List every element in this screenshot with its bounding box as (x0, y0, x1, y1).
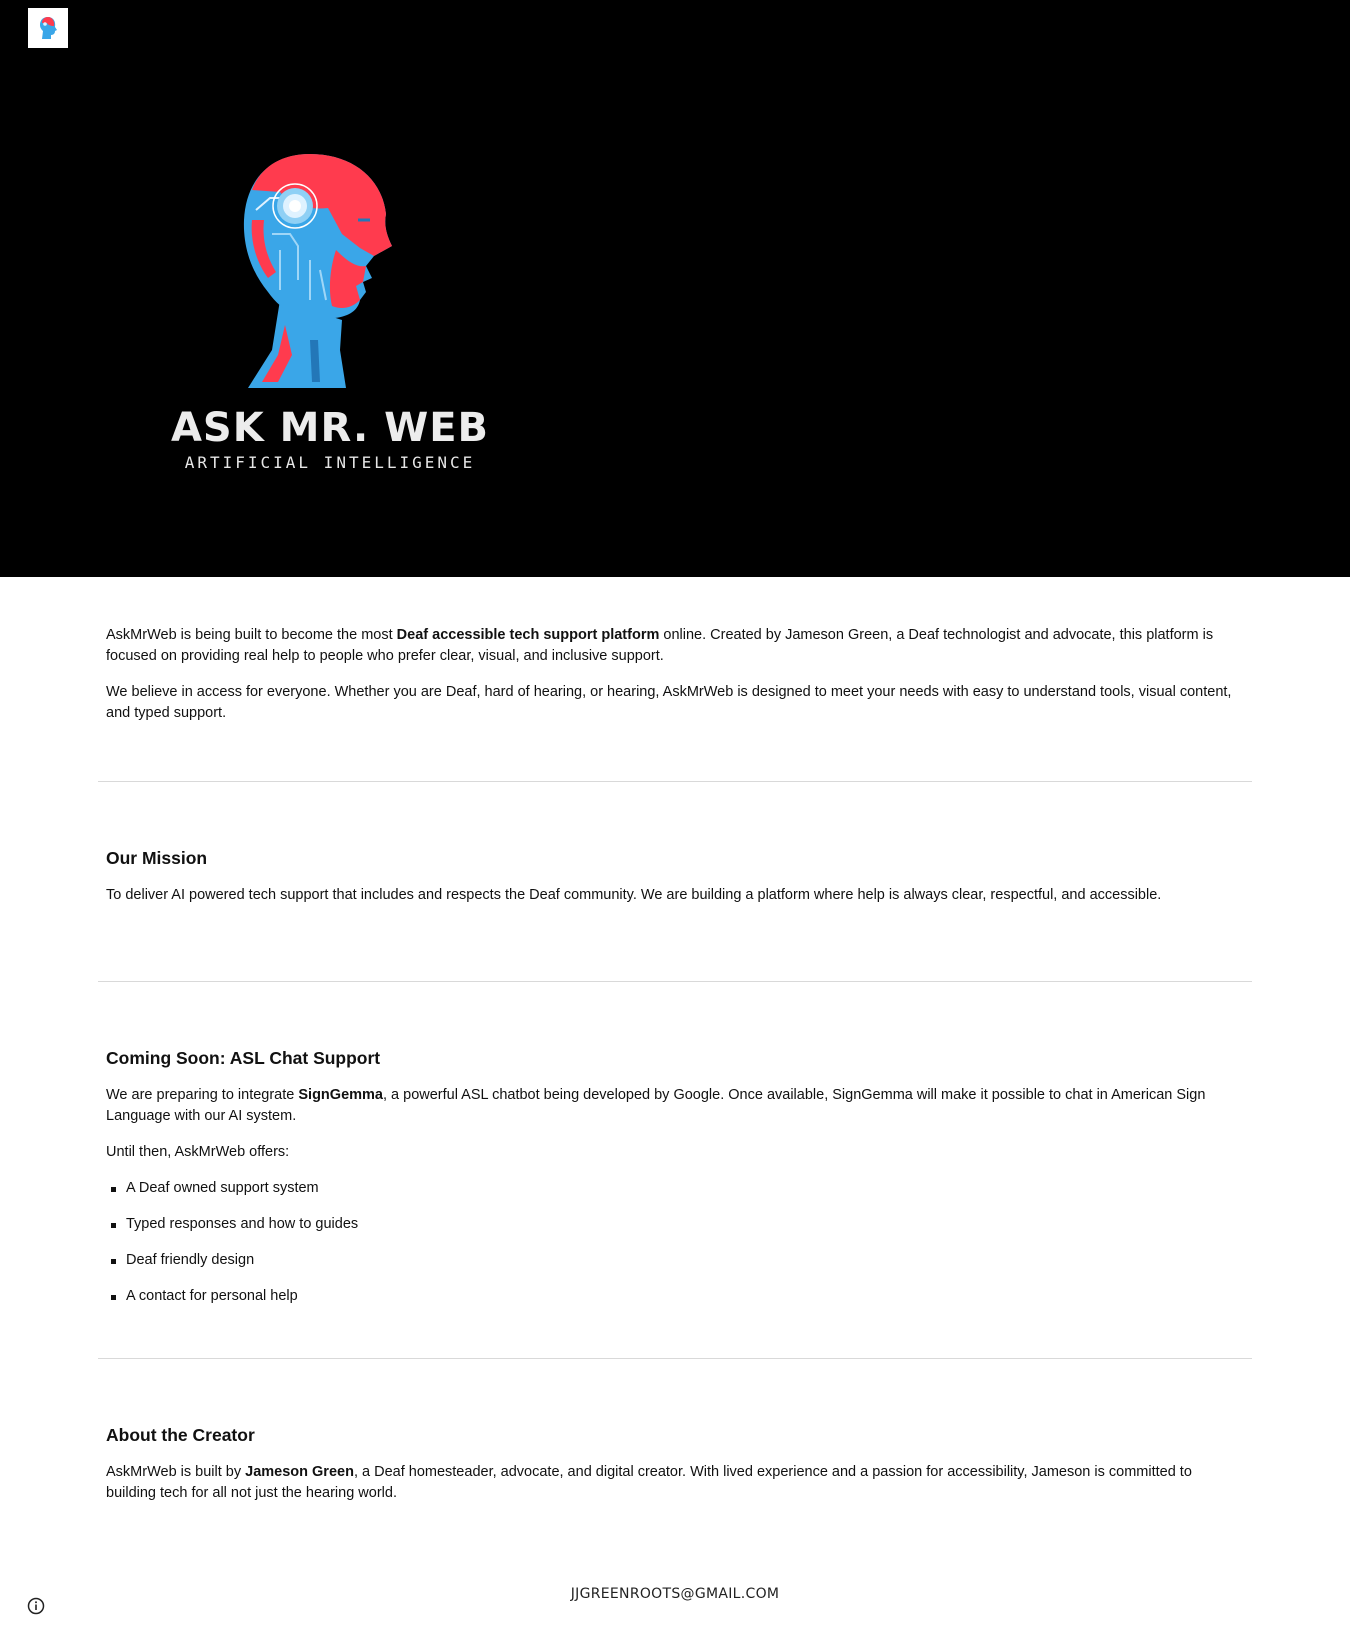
info-icon[interactable] (27, 1597, 45, 1615)
intro-paragraph-2: We believe in access for everyone. Whether you are Deaf, hard of hearing, or hearing, AskMrWeb is designed to meet your needs with easy to understand tools, visual content, and typed support. (106, 684, 1232, 721)
main-content (98, 577, 1252, 1504)
creator-section (98, 1359, 1252, 1504)
site-logo-icon[interactable] (28, 8, 68, 48)
hero-banner (0, 0, 1350, 577)
intro-section (98, 577, 1252, 781)
list-item: Typed responses and how to guides (106, 1214, 1244, 1235)
mission-section (98, 782, 1252, 981)
creator-name: Jameson Green (245, 1464, 354, 1480)
mission-text: To deliver AI powered tech support that includes and respects the Deaf community. We are building a platform where help is always clear, respectful, and accessible. (106, 887, 1162, 903)
list-item: A Deaf owned support system (106, 1178, 1244, 1199)
logo-subtitle: ARTIFICIAL INTELLIGENCE (184, 453, 476, 472)
asl-paragraph-2: Until then, AskMrWeb offers: (106, 1144, 290, 1160)
head-logo-icon (37, 15, 59, 41)
list-item: A contact for personal help (106, 1286, 1244, 1307)
contact-email-link[interactable]: JJGREENROOTS@GMAIL.COM (570, 1586, 780, 1602)
mission-heading: Our Mission (106, 848, 208, 868)
logo-title: ASK MR. WEB (170, 405, 490, 451)
intro-paragraph-1: AskMrWeb is being built to become the most Deaf accessible tech support platform online. Created by Jameson Green, a Deaf technologist and advocate, this platform is focused on providing real help to people who prefer clear, visual, and inclusive support. (106, 627, 1214, 664)
offers-list (106, 1178, 1244, 1307)
asl-heading: Coming Soon: ASL Chat Support (106, 1048, 381, 1068)
intro-highlight: Deaf accessible tech support platform (396, 627, 660, 643)
asl-section (98, 982, 1252, 1358)
signgemma-highlight: SignGemma (298, 1087, 383, 1103)
list-item: Deaf friendly design (106, 1250, 1244, 1271)
creator-text: AskMrWeb is built by Jameson Green, a Deaf homesteader, advocate, and digital creator. With lived experience and a passion for accessibility, Jameson is committed to building tech for all not just the hearing world. (106, 1464, 1192, 1501)
asl-paragraph-1: We are preparing to integrate SignGemma, a powerful ASL chatbot being developed by Google. Once available, SignGemma will make it possible to chat in American Sign Language with our AI system. (106, 1087, 1206, 1124)
ask-mr-web-logo (160, 150, 500, 480)
creator-heading: About the Creator (106, 1425, 255, 1445)
robot-head-icon (160, 150, 500, 400)
